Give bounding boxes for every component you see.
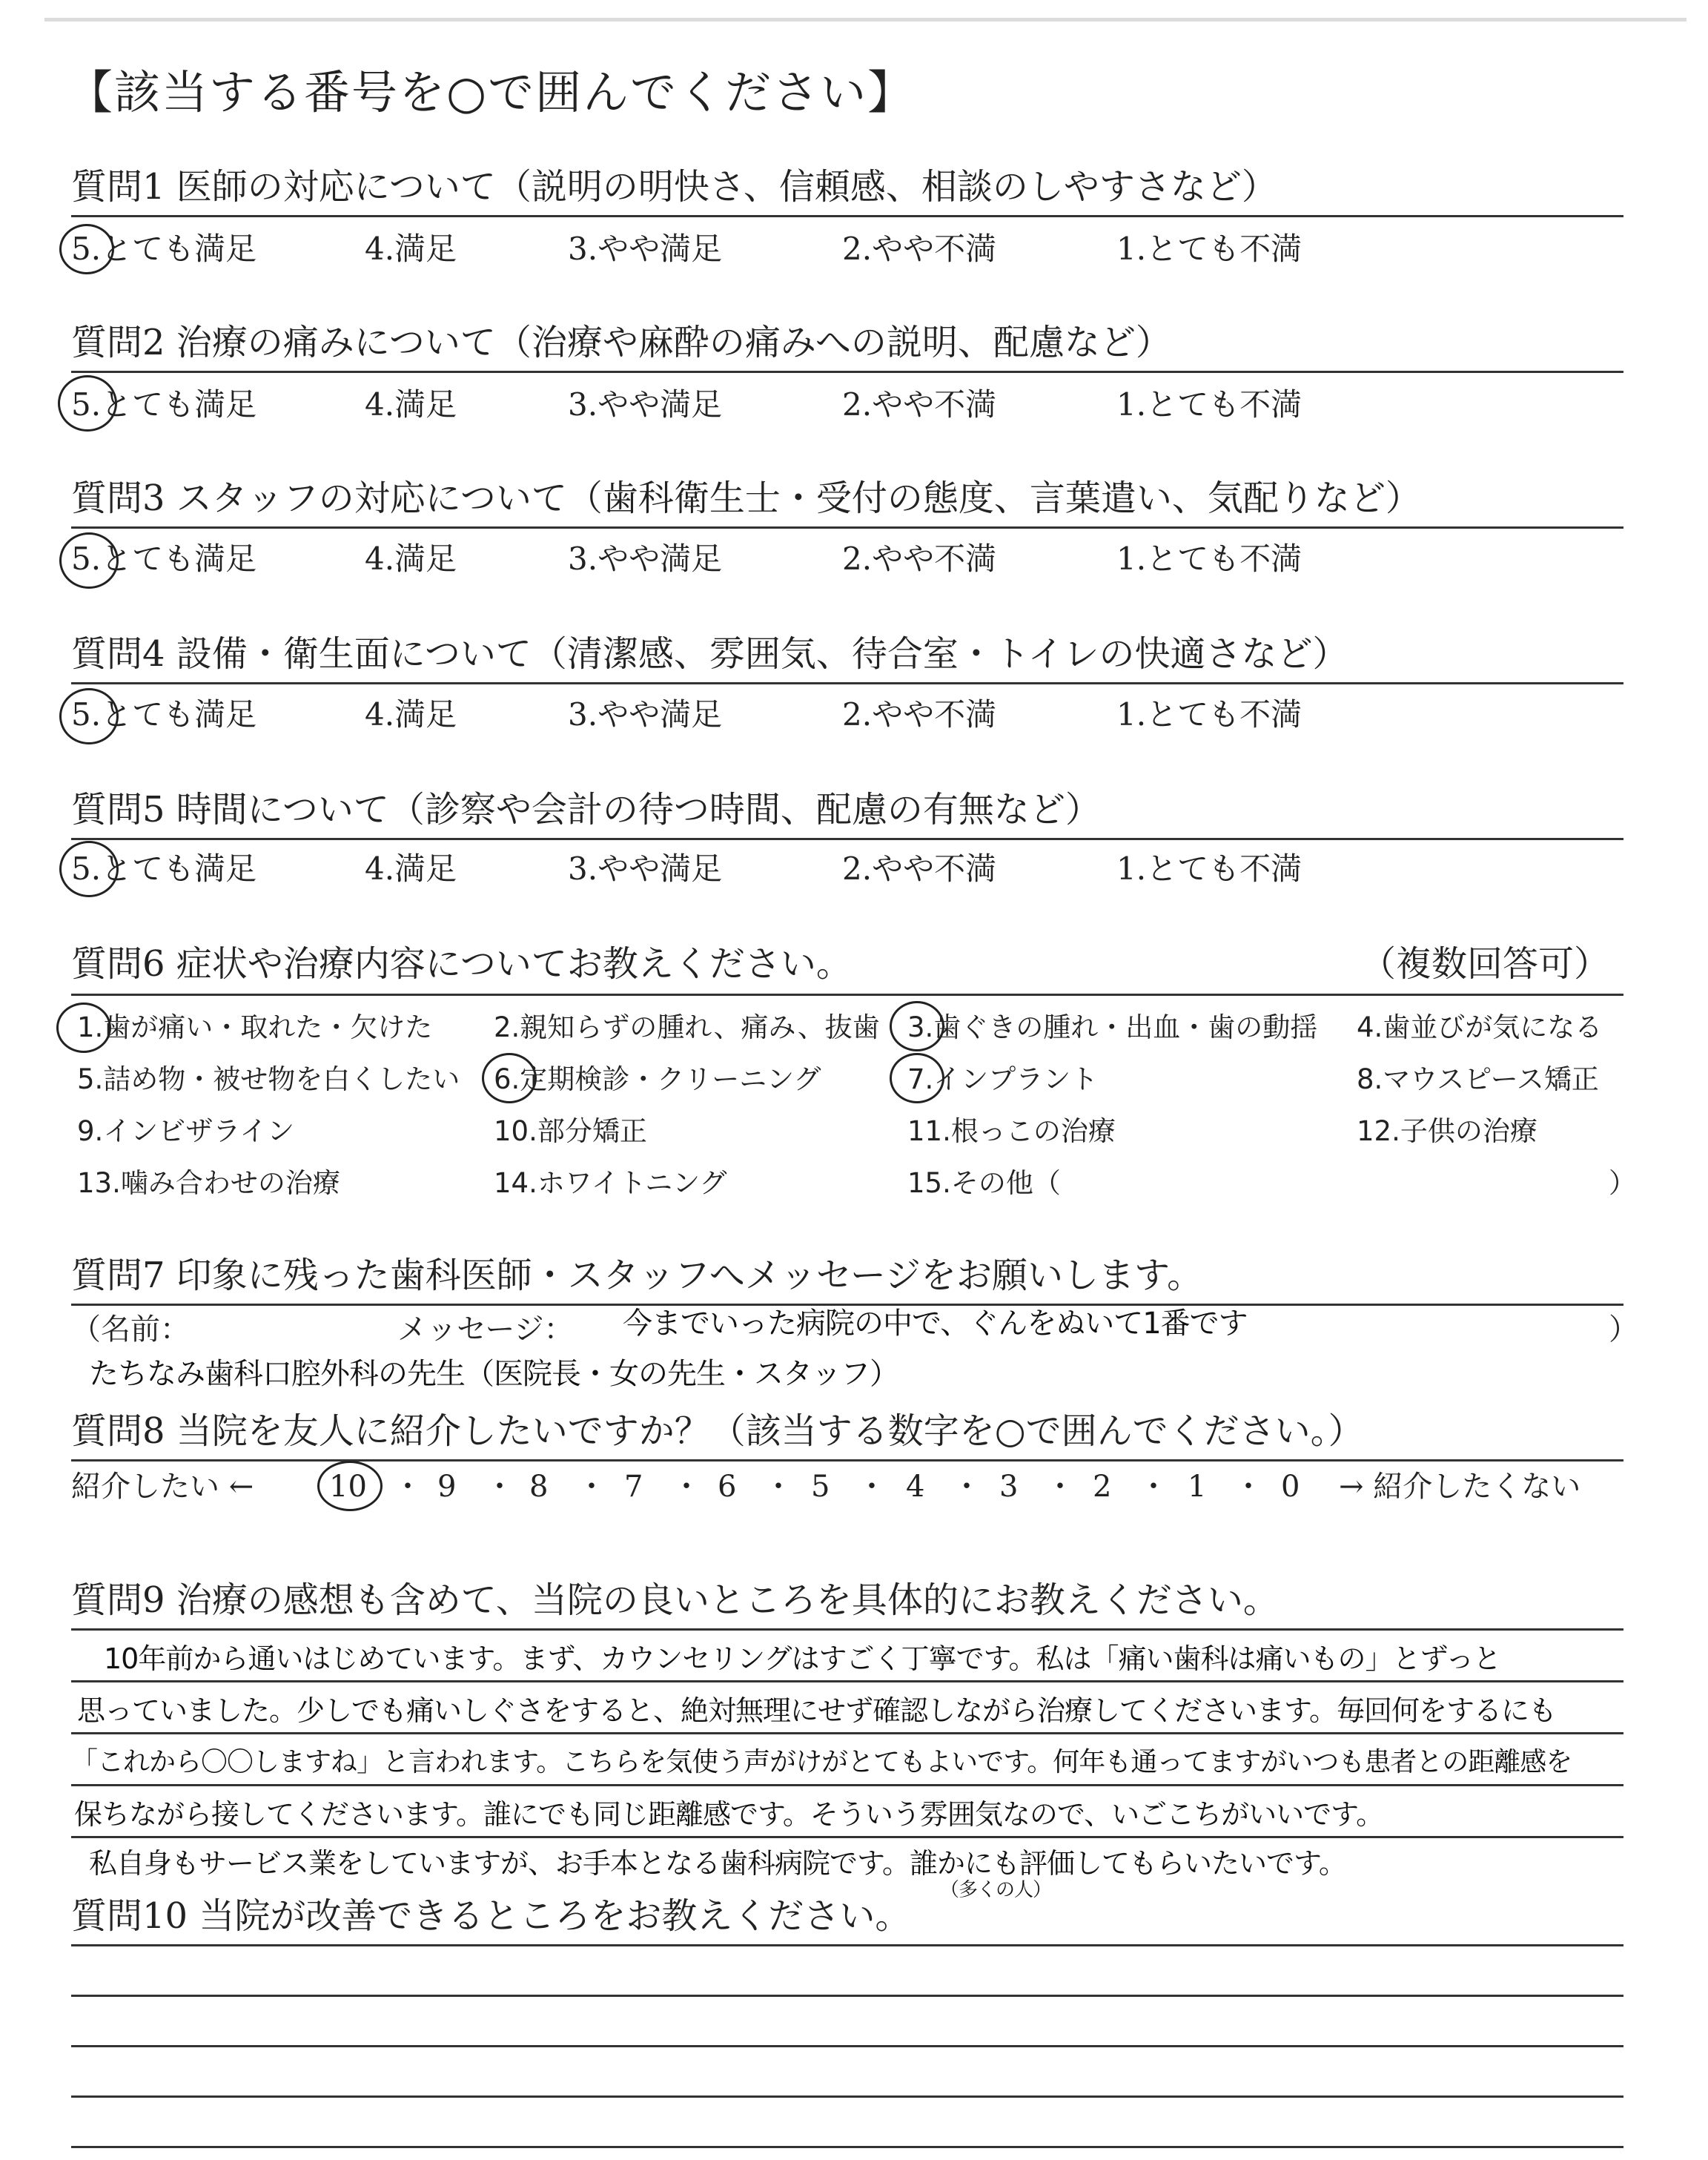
q9-title: 質問9 治療の感想も含めて、当院の良いところを具体的にお教えください。 xyxy=(71,1579,1279,1621)
q9-handwritten-line-5[interactable]: 私自身もサービス業をしていますが、お手本となる歯科病院です。誰かにも評価してもらいたいです。 xyxy=(89,1847,1346,1880)
q6-option-6[interactable]: 6.定期検診・クリーニング xyxy=(494,1063,821,1095)
q10-rule-2 xyxy=(71,1995,1623,1997)
top-border xyxy=(44,18,1687,22)
q6-option-10[interactable]: 10.部分矯正 xyxy=(494,1115,647,1147)
q6-note: （複数回答可） xyxy=(1360,943,1610,985)
q6-option-5[interactable]: 5.詰め物・被せ物を白くしたい xyxy=(77,1063,460,1095)
q9-handwritten-line-3[interactable]: 「これから〇〇しますね」と言われます。こちらを気使う声がけがとてもよいです。何年も通ってますがいつも患者との距離感を xyxy=(71,1747,1572,1777)
q5-title: 質問5 時間について（診察や会計の待つ時間、配慮の有無など） xyxy=(71,789,1101,830)
q10-title: 質問10 当院が改善できるところをお教えください。 xyxy=(71,1895,911,1937)
q2-option-4[interactable]: 4.満足 xyxy=(365,386,457,423)
q6-option-11[interactable]: 11.根っこの治療 xyxy=(907,1115,1116,1147)
q9-rule-5 xyxy=(71,1836,1623,1838)
q6-option-13[interactable]: 13.噛み合わせの治療 xyxy=(77,1167,340,1199)
q8-right-label: → 紹介したくない xyxy=(1339,1470,1581,1504)
q4-rule xyxy=(71,682,1623,684)
q8-dot: ・ xyxy=(577,1470,606,1504)
q4-option-1[interactable]: 1.とても不満 xyxy=(1116,696,1302,733)
q4-title: 質問4 設備・衛生面について（清潔感、雰囲気、待合室・トイレの快適さなど） xyxy=(71,633,1348,675)
q2-option-2[interactable]: 2.やや不満 xyxy=(842,386,997,423)
q8-scale-10[interactable]: 10 xyxy=(329,1470,367,1504)
q1-title: 質問1 医師の対応について（説明の明快さ、信頼感、相談のしやすさなど） xyxy=(71,166,1277,208)
q8-dot: ・ xyxy=(393,1470,423,1504)
q9-rule-4 xyxy=(71,1784,1623,1786)
q6-option-1[interactable]: 1.歯が痛い・取れた・欠けた xyxy=(77,1011,433,1043)
q8-dot: ・ xyxy=(485,1470,514,1504)
q6-title: 質問6 症状や治療内容についてお教えください。 xyxy=(71,943,852,985)
q8-scale-9[interactable]: 9 xyxy=(437,1470,457,1504)
q5-option-1[interactable]: 1.とても不満 xyxy=(1116,851,1302,887)
q2-rule xyxy=(71,371,1623,373)
q3-option-3[interactable]: 3.やや満足 xyxy=(568,541,723,577)
q6-option-14[interactable]: 14.ホワイトニング xyxy=(494,1167,727,1199)
q6-option-15[interactable]: 15.その他（ xyxy=(907,1167,1061,1199)
q5-option-5[interactable]: 5.とても満足 xyxy=(71,851,257,887)
q7-close-paren: ） xyxy=(1609,1312,1638,1347)
q8-dot: ・ xyxy=(672,1470,701,1504)
q2-option-3[interactable]: 3.やや満足 xyxy=(568,386,723,423)
q4-option-3[interactable]: 3.やや満足 xyxy=(568,696,723,733)
q3-option-1[interactable]: 1.とても不満 xyxy=(1116,541,1302,577)
q9-handwritten-line-1[interactable]: 10年前から通いはじめています。まず、カウンセリングはすごく丁寧です。私は「痛い歯科は痛いもの」とずっと xyxy=(104,1642,1501,1675)
q8-dot: ・ xyxy=(1234,1470,1263,1504)
q9-handwritten-line-4[interactable]: 保ちながら接してくださいます。誰にでも同じ距離感です。そういう雰囲気なので、いごこちがいいです。 xyxy=(74,1798,1384,1831)
q6-option-2[interactable]: 2.親知らずの腫れ、痛み、抜歯 xyxy=(494,1011,880,1043)
q3-title: 質問3 スタッフの対応について（歯科衛生士・受付の態度、言葉遣い、気配りなど） xyxy=(71,478,1421,519)
q8-scale-5[interactable]: 5 xyxy=(811,1470,830,1504)
q9-rule-3 xyxy=(71,1732,1623,1734)
q8-scale-4[interactable]: 4 xyxy=(906,1470,925,1504)
q1-option-2[interactable]: 2.やや不満 xyxy=(842,231,997,267)
q6-option-8[interactable]: 8.マウスピース矯正 xyxy=(1357,1063,1599,1095)
q2-title: 質問2 治療の痛みについて（治療や麻酔の痛みへの説明、配慮など） xyxy=(71,322,1171,363)
q7-title: 質問7 印象に残った歯科医師・スタッフへメッセージをお願いします。 xyxy=(71,1255,1203,1296)
q7-message-handwritten[interactable]: 今までいった病院の中で、ぐんをぬいて1番です xyxy=(623,1307,1248,1341)
q8-scale-7[interactable]: 7 xyxy=(624,1470,643,1504)
q3-rule xyxy=(71,526,1623,529)
q5-rule xyxy=(71,838,1623,840)
q10-rule-1 xyxy=(71,1944,1623,1946)
q8-scale-1[interactable]: 1 xyxy=(1188,1470,1207,1504)
q9-handwritten-line-2[interactable]: 思っていました。少しでも痛いしぐさをすると、絶対無理にせず確認しながら治療してくださいます。毎回何をするにも xyxy=(77,1694,1556,1727)
q6-option-3[interactable]: 3.歯ぐきの腫れ・出血・歯の動揺 xyxy=(907,1011,1318,1043)
q9-annotation: （多くの人） xyxy=(940,1879,1052,1901)
q8-title: 質問8 当院を友人に紹介したいですか？（該当する数字を○で囲んでください。） xyxy=(71,1410,1364,1452)
q3-option-5[interactable]: 5.とても満足 xyxy=(71,541,257,577)
q8-scale-0[interactable]: 0 xyxy=(1281,1470,1300,1504)
q6-rule xyxy=(71,994,1623,996)
q6-option-12[interactable]: 12.子供の治療 xyxy=(1357,1115,1537,1147)
q1-option-5[interactable]: 5.とても満足 xyxy=(71,231,257,267)
form-heading: 【該当する番号を○で囲んでください】 xyxy=(67,65,916,119)
q8-dot: ・ xyxy=(1045,1470,1075,1504)
q6-option-15-close: ） xyxy=(1609,1167,1636,1199)
q1-option-1[interactable]: 1.とても不満 xyxy=(1116,231,1302,267)
q6-option-9[interactable]: 9.インビザライン xyxy=(77,1115,295,1147)
q1-option-4[interactable]: 4.満足 xyxy=(365,231,457,267)
q8-dot: ・ xyxy=(764,1470,793,1504)
q8-left-label: 紹介したい ← xyxy=(71,1470,254,1504)
q6-option-7[interactable]: 7.インプラント xyxy=(907,1063,1099,1095)
q4-option-2[interactable]: 2.やや不満 xyxy=(842,696,997,733)
q5-option-2[interactable]: 2.やや不満 xyxy=(842,851,997,887)
q6-option-4[interactable]: 4.歯並びが気になる xyxy=(1357,1011,1603,1043)
q7-message-label: メッセージ： xyxy=(397,1312,574,1347)
q8-scale-8[interactable]: 8 xyxy=(529,1470,549,1504)
q9-rule-2 xyxy=(71,1680,1623,1682)
q7-name-label: （名前： xyxy=(71,1312,190,1347)
q5-option-4[interactable]: 4.満足 xyxy=(365,851,457,887)
q10-rule-4 xyxy=(71,2095,1623,2098)
q1-option-3[interactable]: 3.やや満足 xyxy=(568,231,723,267)
q8-scale-2[interactable]: 2 xyxy=(1093,1470,1112,1504)
q8-rule xyxy=(71,1459,1623,1462)
q10-rule-5 xyxy=(71,2146,1623,2148)
q10-rule-3 xyxy=(71,2045,1623,2047)
q5-option-3[interactable]: 3.やや満足 xyxy=(568,851,723,887)
q4-option-4[interactable]: 4.満足 xyxy=(365,696,457,733)
q7-name-handwritten[interactable]: たちなみ歯科口腔外科の先生（医院長・女の先生・スタッフ） xyxy=(89,1357,898,1391)
q3-option-4[interactable]: 4.満足 xyxy=(365,541,457,577)
q8-dot: ・ xyxy=(857,1470,887,1504)
q1-rule xyxy=(71,215,1623,217)
q3-option-2[interactable]: 2.やや不満 xyxy=(842,541,997,577)
q2-option-1[interactable]: 1.とても不満 xyxy=(1116,386,1302,423)
q8-scale-3[interactable]: 3 xyxy=(999,1470,1019,1504)
q8-scale-6[interactable]: 6 xyxy=(718,1470,737,1504)
q2-option-5[interactable]: 5.とても満足 xyxy=(71,386,257,423)
q8-dot: ・ xyxy=(1139,1470,1168,1504)
q4-option-5[interactable]: 5.とても満足 xyxy=(71,696,257,733)
q9-rule-1 xyxy=(71,1628,1623,1631)
q8-dot: ・ xyxy=(952,1470,982,1504)
